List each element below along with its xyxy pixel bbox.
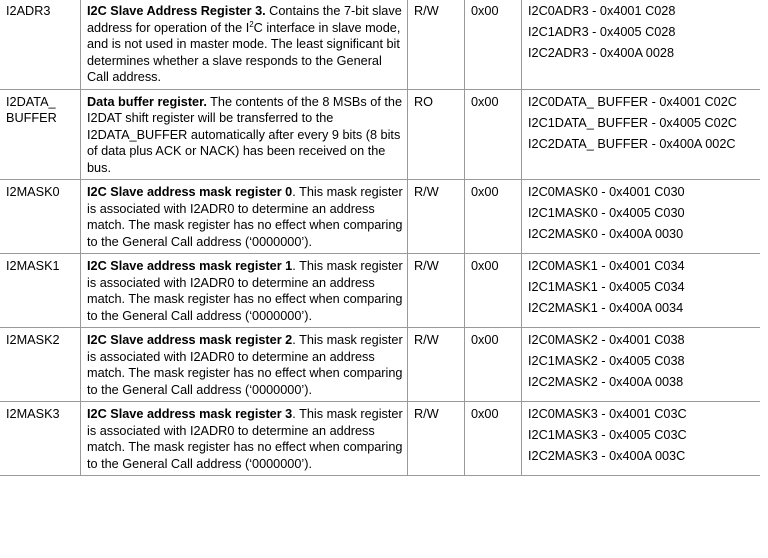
access-type: R/W bbox=[408, 254, 465, 328]
table-row bbox=[0, 89, 760, 180]
table-row bbox=[0, 402, 760, 476]
address-cell bbox=[522, 328, 761, 402]
reset-value: 0x00 bbox=[465, 180, 522, 254]
address-line: I2C0MASK2 - 0x4001 C038 bbox=[528, 333, 685, 347]
access-type: RO bbox=[408, 89, 465, 180]
description-text-cont: C interface in slave mode, and is not used in master mode. The least significant bit determines whether a slave responds to the General Call address. bbox=[87, 20, 401, 84]
superscript: 2 bbox=[249, 19, 254, 29]
description-text: . This mask register is associated with I2ADR0 to determine an address match. The mask register has no effect when comparing to the General Call address (‘0000000’). bbox=[87, 185, 403, 249]
address-cell bbox=[522, 402, 761, 476]
description-title: I2C Slave address mask register 3 bbox=[87, 407, 293, 421]
register-name: I2MASK1 bbox=[0, 254, 81, 328]
register-name: I2MASK2 bbox=[0, 328, 81, 402]
address-line: I2C0ADR3 - 0x4001 C028 bbox=[528, 4, 676, 18]
address-line: I2C2MASK2 - 0x400A 0038 bbox=[528, 375, 684, 389]
address-line: I2C1MASK2 - 0x4005 C038 bbox=[528, 354, 685, 368]
address-line: I2C1MASK3 - 0x4005 C03C bbox=[528, 428, 687, 442]
register-name: I2DATA_ BUFFER bbox=[0, 89, 81, 180]
address-cell bbox=[522, 254, 761, 328]
address-line: I2C1DATA_ BUFFER - 0x4005 C02C bbox=[528, 115, 737, 130]
register-name: I2MASK0 bbox=[0, 180, 81, 254]
address-line: I2C2MASK0 - 0x400A 0030 bbox=[528, 227, 684, 241]
reset-value: 0x00 bbox=[465, 89, 522, 180]
access-type: R/W bbox=[408, 180, 465, 254]
address-cell bbox=[522, 180, 761, 254]
access-type: R/W bbox=[408, 402, 465, 476]
description-text: The contents of the 8 MSBs of the I2DAT shift register will be transferred to the I2DATA_BUFFER automatically after every 9 bits (8 bits of data plus ACK or NACK) has been received on the bus. bbox=[87, 94, 403, 175]
address-line: I2C1MASK0 - 0x4005 C030 bbox=[528, 206, 685, 220]
description-title: I2C Slave address mask register 1 bbox=[87, 259, 293, 273]
reset-value: 0x00 bbox=[465, 0, 522, 89]
register-description bbox=[81, 89, 408, 180]
address-line: I2C0MASK3 - 0x4001 C03C bbox=[528, 407, 687, 421]
table-row bbox=[0, 328, 760, 402]
address-line: I2C0MASK1 - 0x4001 C034 bbox=[528, 259, 685, 273]
description-title: I2C Slave address mask register 2 bbox=[87, 333, 293, 347]
register-description bbox=[81, 328, 408, 402]
access-type: R/W bbox=[408, 0, 465, 89]
address-line: I2C1ADR3 - 0x4005 C028 bbox=[528, 25, 676, 39]
address-line: I2C1MASK1 - 0x4005 C034 bbox=[528, 280, 685, 294]
description-text: Contains the 7-bit slave address for operation of the I bbox=[87, 4, 402, 35]
address-line: I2C2MASK3 - 0x400A 003C bbox=[528, 449, 686, 463]
address-cell bbox=[522, 89, 761, 180]
register-description bbox=[81, 254, 408, 328]
table-row bbox=[0, 254, 760, 328]
reset-value: 0x00 bbox=[465, 328, 522, 402]
description-title: Data buffer register. bbox=[87, 94, 207, 109]
table-row bbox=[0, 180, 760, 254]
description-title: I2C Slave address mask register 0 bbox=[87, 185, 293, 199]
description-text: . This mask register is associated with I2ADR0 to determine an address match. The mask register has no effect when comparing to the General Call address (‘0000000’). bbox=[87, 407, 403, 471]
reset-value: 0x00 bbox=[465, 402, 522, 476]
register-description bbox=[81, 0, 408, 89]
description-text: . This mask register is associated with I2ADR0 to determine an address match. The mask register has no effect when comparing to the General Call address (‘0000000’). bbox=[87, 259, 403, 323]
register-description bbox=[81, 402, 408, 476]
address-line: I2C0MASK0 - 0x4001 C030 bbox=[528, 185, 685, 199]
reset-value: 0x00 bbox=[465, 254, 522, 328]
address-line: I2C2MASK1 - 0x400A 0034 bbox=[528, 301, 684, 315]
description-text: . This mask register is associated with I2ADR0 to determine an address match. The mask register has no effect when comparing to the General Call address (‘0000000’). bbox=[87, 333, 403, 397]
register-name: I2ADR3 bbox=[0, 0, 81, 89]
table-row bbox=[0, 0, 760, 89]
register-description bbox=[81, 180, 408, 254]
address-cell bbox=[522, 0, 761, 89]
address-line: I2C2ADR3 - 0x400A 0028 bbox=[528, 46, 674, 60]
address-line: I2C2DATA_ BUFFER - 0x400A 002C bbox=[528, 136, 736, 151]
register-name: I2MASK3 bbox=[0, 402, 81, 476]
address-line: I2C0DATA_ BUFFER - 0x4001 C02C bbox=[528, 94, 737, 109]
description-title: I2C Slave Address Register 3. bbox=[87, 4, 266, 18]
access-type: R/W bbox=[408, 328, 465, 402]
